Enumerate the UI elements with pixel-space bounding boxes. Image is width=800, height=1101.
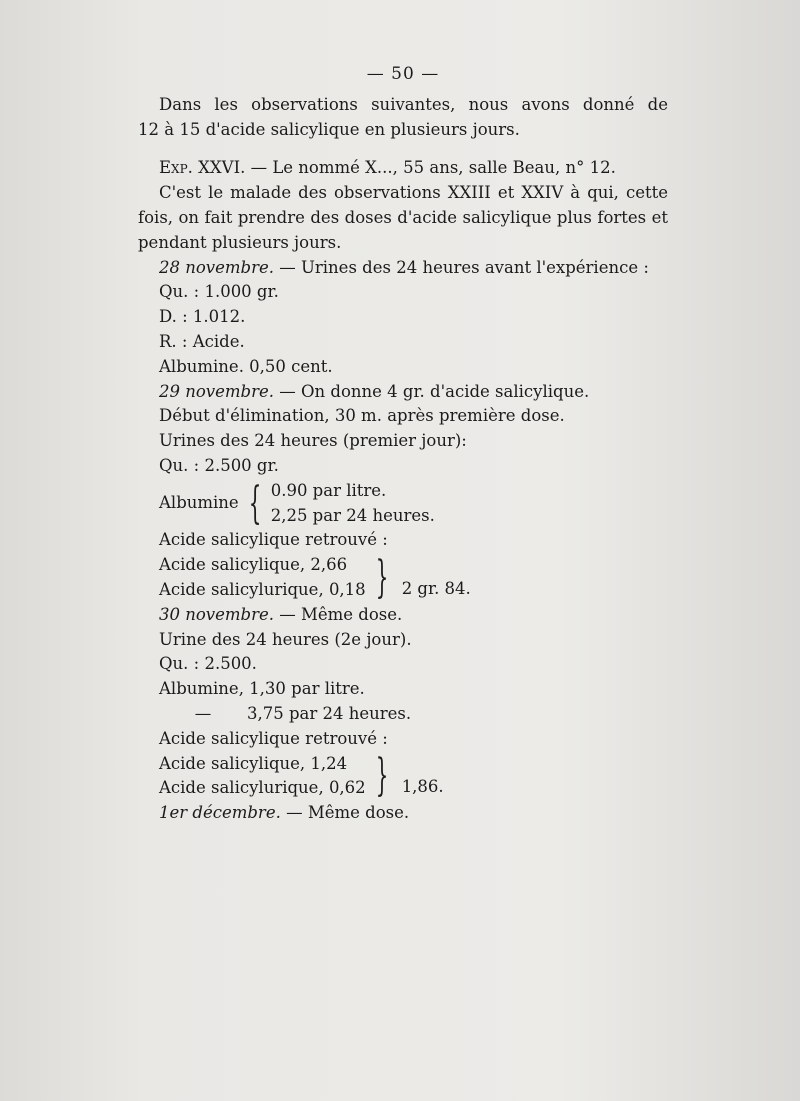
text-line: Acide salicylique retrouvé :: [159, 530, 388, 550]
date-text: — On donne 4 gr. d'acide salicylique.: [274, 381, 590, 401]
page-number: — 50 —: [366, 64, 440, 84]
brace-total: 1,86.: [401, 776, 444, 796]
brace-stack: [271, 479, 435, 529]
text-line: R. : Acide.: [159, 331, 245, 351]
text-line: 12 à 15 d'acide salicylique en plusieurs jours.: [138, 119, 520, 139]
brace-label: Albumine: [159, 493, 239, 513]
text-line: [138, 702, 668, 727]
date-entry: [138, 603, 668, 628]
exp-heading-text: XXVI. — Le nommé X..., 55 ans, salle Beau, n° 12.: [192, 158, 616, 178]
text-line: Dans les observations suivantes, nous avons donné de: [159, 94, 668, 114]
date-entry: [138, 256, 668, 281]
text-line: Qu. : 2.500.: [159, 654, 257, 674]
text-line: Urine des 24 heures (2e jour).: [159, 629, 412, 649]
text-line: Urines des 24 heures (premier jour):: [159, 431, 467, 451]
experiment-heading: [138, 156, 668, 181]
date-label: 1er décembre.: [159, 803, 281, 823]
text-line: Albumine. 0,50 cent.: [159, 356, 333, 376]
spacer: [138, 142, 668, 156]
page-content: [138, 62, 668, 826]
text-fragment: 3,75 par 24 heures.: [247, 703, 412, 723]
text-line: Début d'élimination, 30 m. après première dose.: [159, 406, 565, 426]
brace-line: Acide salicylurique, 0,62: [159, 778, 366, 798]
brace-line: Acide salicylique, 2,66: [159, 555, 348, 575]
brace-line: 0.90 par litre.: [270, 480, 387, 500]
text-line: Qu. : 1.000 gr.: [159, 282, 279, 302]
text-line: pendant plusieurs jours.: [138, 232, 342, 252]
text-line: fois, on fait prendre des doses d'acide salicylique plus fortes et: [138, 207, 668, 227]
salicylic-brace-group: [138, 553, 668, 603]
date-text: — Même dose.: [280, 803, 410, 823]
brace-glyph: }: [375, 551, 388, 603]
brace-total: 2 gr. 84.: [401, 578, 471, 598]
text-line: D. : 1.012.: [159, 307, 246, 327]
brace-stack: [159, 553, 366, 603]
date-text: — Urines des 24 heures avant l'expérience :: [274, 257, 649, 277]
brace-line: 2,25 par 24 heures.: [270, 505, 435, 525]
text-line: Acide salicylique retrouvé :: [159, 728, 388, 748]
text-line: C'est le malade des observations XXIII et XXIV à qui, cette: [159, 183, 668, 203]
date-label: 28 novembre.: [159, 257, 274, 277]
ditto-dash: —: [194, 703, 212, 723]
brace-line: Acide salicylurique, 0,18: [159, 579, 366, 599]
albumine-brace-group: [138, 479, 668, 529]
text-line: Qu. : 2.500 gr.: [159, 455, 279, 475]
salicylic-brace-group: [138, 752, 668, 802]
date-label: 30 novembre.: [159, 604, 274, 624]
brace-glyph: }: [375, 750, 388, 802]
brace-glyph: {: [248, 477, 262, 529]
exp-label: Exp.: [159, 158, 193, 178]
brace-stack: [159, 752, 366, 802]
brace-line: Acide salicylique, 1,24: [159, 753, 348, 773]
date-entry: [138, 801, 668, 826]
date-entry: [138, 380, 668, 405]
text-line: Albumine, 1,30 par litre.: [159, 679, 365, 699]
date-text: — Même dose.: [274, 604, 403, 624]
date-label: 29 novembre.: [159, 381, 274, 401]
